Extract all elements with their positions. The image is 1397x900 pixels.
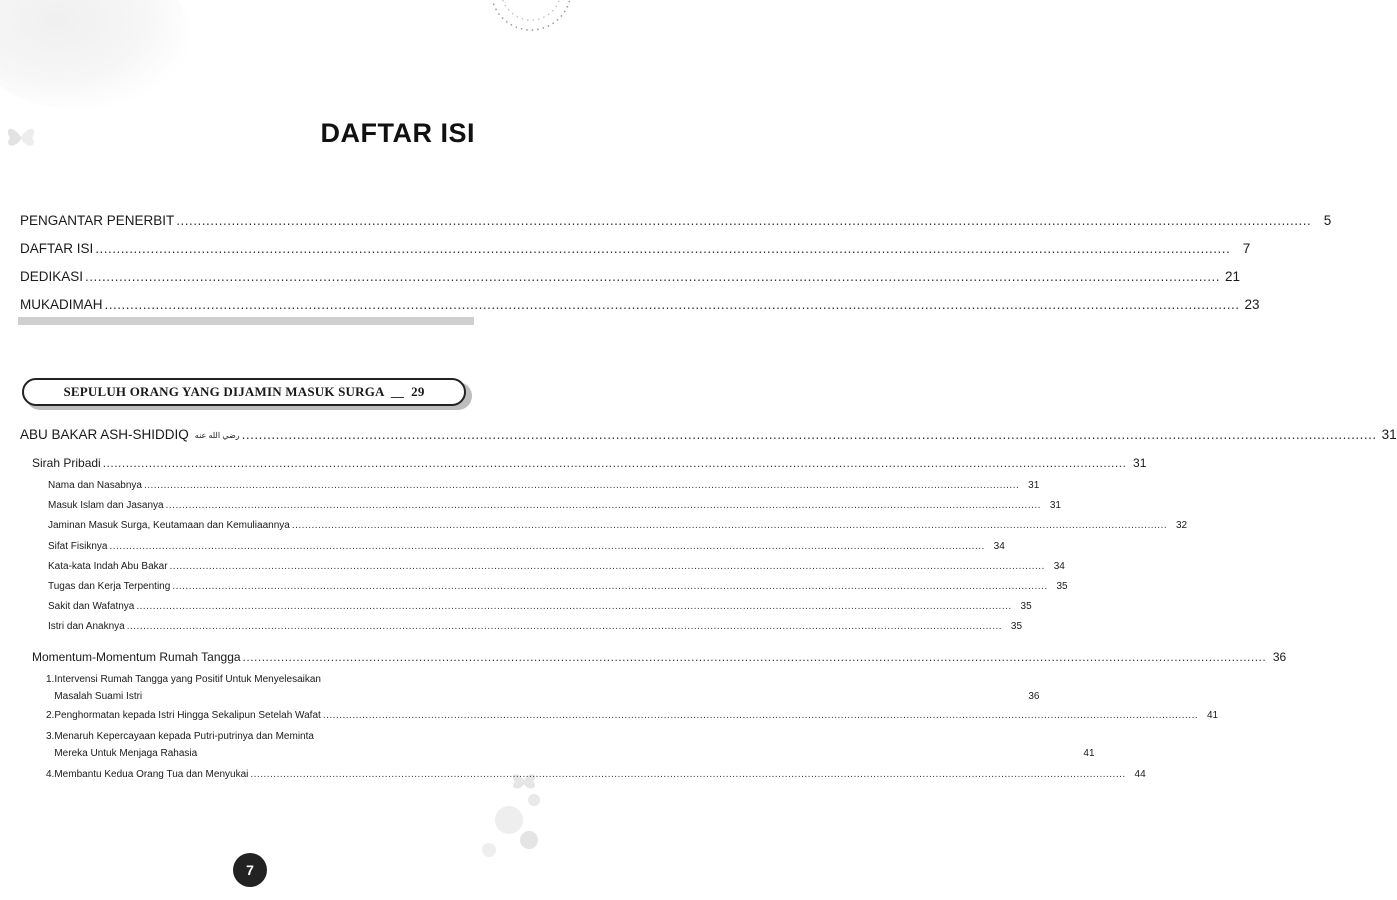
subsection-page: 31 bbox=[1133, 456, 1147, 470]
toc-item-page: 34 bbox=[1053, 560, 1065, 572]
item-number: 2. bbox=[46, 710, 55, 721]
toc-item-label: Istri dan Anaknya bbox=[48, 621, 125, 633]
item-text-line: Intervensi Rumah Tangga yang Positif Untuk Menyelesaikan bbox=[54, 674, 321, 685]
toc-entry-label: MUKADIMAH bbox=[20, 297, 103, 312]
toc-entry[interactable] bbox=[32, 650, 1287, 670]
dotted-circle-ornament bbox=[469, 0, 539, 50]
dot-leader bbox=[144, 480, 1019, 491]
toc-item-page: 34 bbox=[993, 540, 1005, 552]
toc-item[interactable] bbox=[48, 540, 1005, 561]
banner-box bbox=[22, 378, 466, 406]
numbered-item[interactable] bbox=[46, 731, 1095, 765]
toc-item-label: Sakit dan Wafatnya bbox=[48, 601, 135, 613]
section-label: SEPULUH ORANG YANG DIJAMIN MASUK SURGA bbox=[63, 384, 384, 399]
subsection-label: Sirah Pribadi bbox=[32, 456, 101, 470]
toc-item-label: Masuk Islam dan Jasanya bbox=[48, 500, 164, 512]
item-page: 36 bbox=[1028, 691, 1040, 702]
dot-leader bbox=[242, 427, 1377, 442]
front-matter-list bbox=[20, 213, 1332, 325]
dot-leader bbox=[166, 500, 1041, 511]
toc-entry-label: DEDIKASI bbox=[20, 269, 84, 284]
dot-leader bbox=[109, 541, 984, 552]
toc-entry[interactable] bbox=[20, 427, 1397, 449]
item-page: 41 bbox=[1083, 748, 1095, 759]
dot-leader bbox=[170, 561, 1045, 572]
dot-leader bbox=[172, 581, 1047, 592]
toc-item[interactable] bbox=[48, 480, 1040, 500]
subsection-label: Momentum-Momentum Rumah Tangga bbox=[32, 650, 241, 664]
toc-item-label: Nama dan Nasabnya bbox=[48, 480, 142, 491]
page-number-badge: 7 bbox=[233, 853, 267, 887]
item-number: 4. bbox=[46, 769, 55, 780]
toc-entry-label: DAFTAR ISI bbox=[20, 241, 94, 256]
section-title bbox=[63, 384, 424, 400]
chapter-title: ABU BAKAR ASH-SHIDDIQ bbox=[20, 427, 189, 442]
item-number: 1. bbox=[46, 674, 55, 685]
subsection-sirah bbox=[32, 456, 1147, 476]
numbered-item[interactable] bbox=[46, 674, 1040, 708]
numbered-item[interactable] bbox=[46, 769, 1146, 786]
momentum-items bbox=[46, 674, 1219, 786]
butterfly-icon bbox=[4, 120, 38, 154]
section-banner[interactable] bbox=[22, 378, 472, 410]
toc-item-label: Jaminan Masuk Surga, Keutamaan dan Kemuliaannya bbox=[48, 520, 290, 532]
toc-item[interactable] bbox=[48, 500, 1061, 520]
chapter-label bbox=[20, 427, 240, 442]
toc-item-page: 32 bbox=[1176, 520, 1188, 532]
toc-item-label: Sifat Fisiknya bbox=[48, 540, 108, 552]
divider-bar bbox=[18, 317, 474, 325]
toc-item[interactable] bbox=[48, 560, 1065, 581]
toc-entry[interactable] bbox=[20, 241, 1251, 269]
toc-entry[interactable] bbox=[32, 456, 1147, 476]
toc-item-page: 35 bbox=[1010, 621, 1023, 633]
toc-entry-page: 23 bbox=[1244, 297, 1260, 312]
subsection-page: 36 bbox=[1272, 650, 1287, 664]
item-number: 3. bbox=[46, 731, 55, 742]
sirah-items bbox=[48, 480, 1188, 642]
toc-entry[interactable] bbox=[20, 213, 1332, 241]
background-flourish bbox=[0, 0, 190, 110]
dot-leader bbox=[105, 297, 1240, 312]
toc-item-page: 31 bbox=[1028, 480, 1040, 491]
dot-leader bbox=[250, 769, 1125, 780]
toc-item[interactable] bbox=[48, 580, 1068, 601]
toc-entry-page: 7 bbox=[1242, 241, 1251, 256]
dot-leader bbox=[85, 269, 1220, 284]
page-title: DAFTAR ISI bbox=[320, 118, 475, 148]
dot-leader bbox=[176, 213, 1311, 228]
item-text-line: Menaruh Kepercayaan kepada Putri-putrinya dan Meminta bbox=[54, 731, 314, 742]
dot-leader bbox=[103, 456, 1127, 470]
item-text-line: Penghormatan kepada Istri Hingga Sekalipun Setelah Wafat bbox=[54, 710, 321, 721]
dot-leader bbox=[323, 710, 1198, 721]
toc-entry-page: 5 bbox=[1323, 213, 1332, 228]
subsection-momentum bbox=[32, 650, 1287, 670]
chapter-page: 31 bbox=[1381, 427, 1397, 442]
toc-item[interactable] bbox=[48, 520, 1188, 540]
section-page: 29 bbox=[411, 384, 425, 399]
item-page: 44 bbox=[1134, 769, 1146, 780]
dot-leader bbox=[127, 621, 1002, 632]
item-text-line: Membantu Kedua Orang Tua dan Menyukai bbox=[54, 769, 249, 780]
section-separator: __ bbox=[387, 384, 408, 399]
dot-leader bbox=[243, 650, 1267, 664]
toc-item-page: 35 bbox=[1056, 580, 1068, 592]
numbered-item[interactable] bbox=[46, 710, 1219, 727]
toc-item[interactable] bbox=[48, 621, 1023, 641]
chapter-entry bbox=[20, 427, 1397, 449]
salutation-glyph: رضي الله عنه bbox=[194, 430, 240, 440]
item-text-line: Mereka Untuk Menjaga Rahasia bbox=[54, 748, 198, 759]
dot-leader bbox=[292, 520, 1167, 531]
toc-item-label: Tugas dan Kerja Terpenting bbox=[48, 580, 171, 592]
toc-item-page: 31 bbox=[1049, 500, 1061, 512]
toc-entry-label: PENGANTAR PENERBIT bbox=[20, 213, 175, 228]
item-text-line: Masalah Suami Istri bbox=[54, 691, 143, 702]
dot-leader bbox=[136, 601, 1011, 612]
item-page: 41 bbox=[1207, 710, 1219, 721]
dot-leader bbox=[95, 241, 1230, 256]
toc-item[interactable] bbox=[48, 601, 1032, 621]
toc-item-page: 35 bbox=[1020, 601, 1032, 613]
toc-entry-page: 21 bbox=[1224, 269, 1240, 284]
toc-entry[interactable] bbox=[20, 269, 1240, 297]
toc-item-label: Kata-kata Indah Abu Bakar bbox=[48, 560, 168, 572]
